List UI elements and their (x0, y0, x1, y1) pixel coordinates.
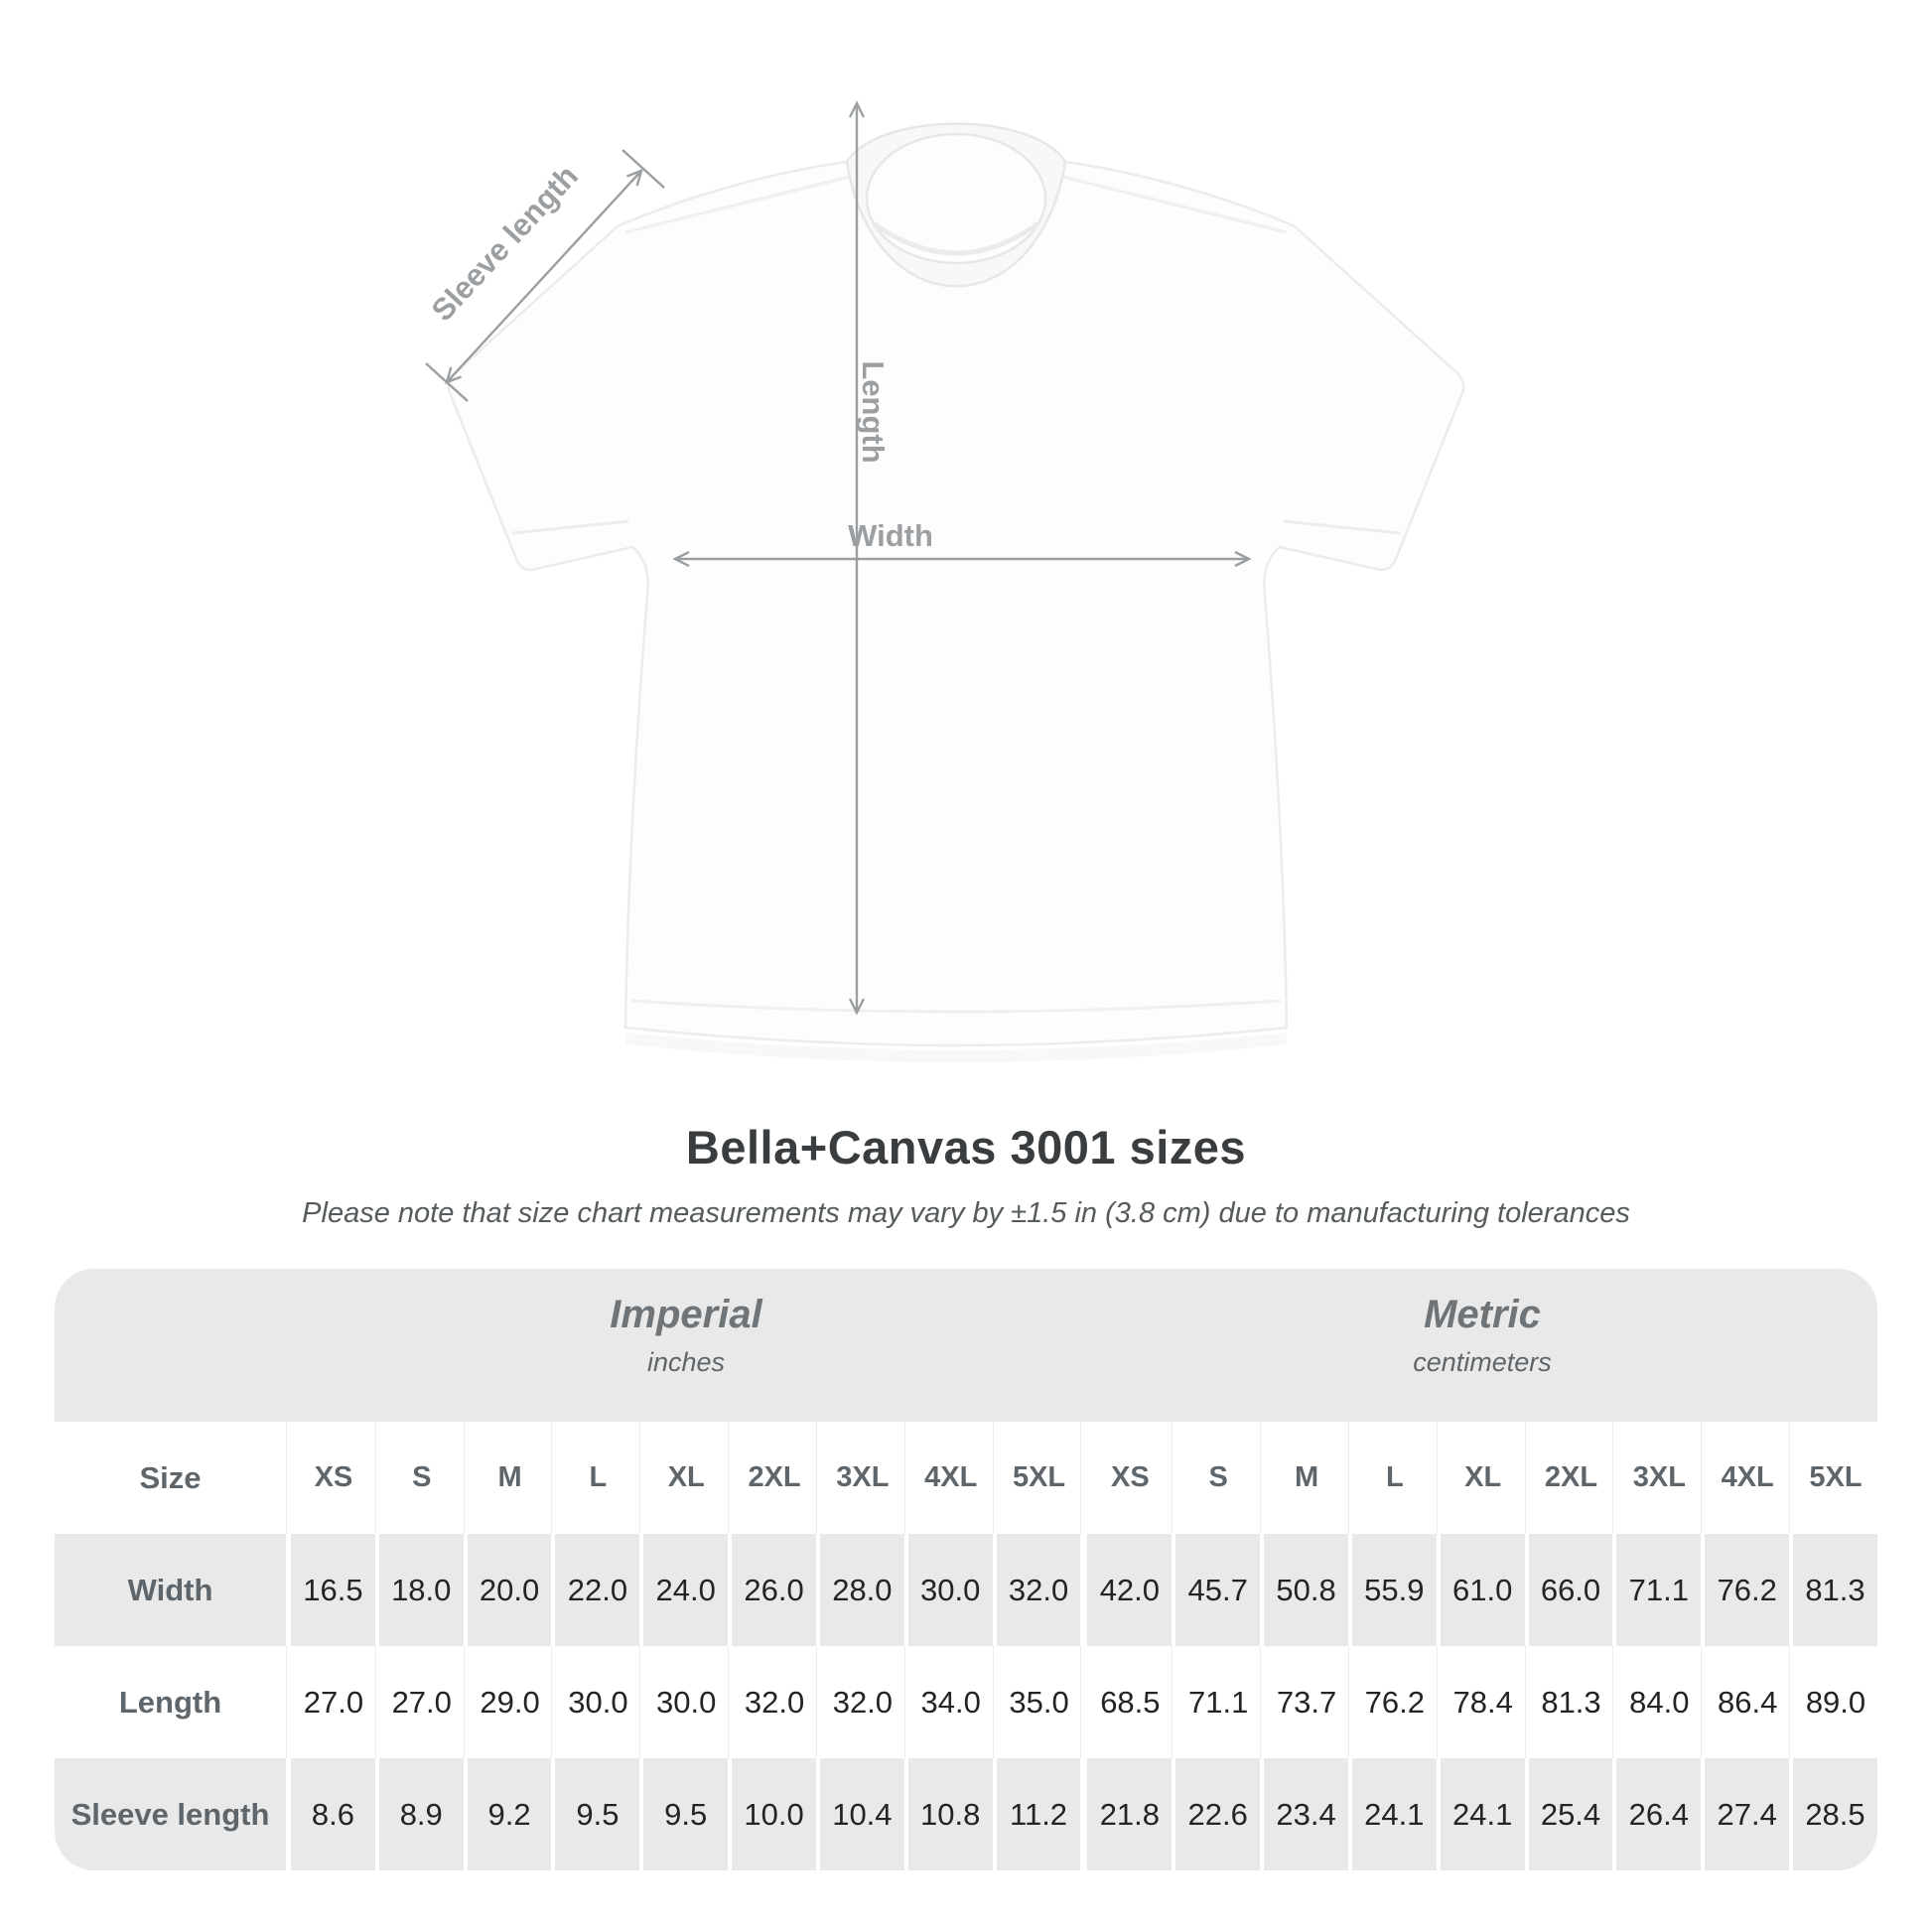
sleeve-length-row (55, 1758, 1877, 1870)
table-cell: 32.0 (997, 1534, 1081, 1646)
table-cell: 27.4 (1705, 1758, 1789, 1870)
table-cell: 10.8 (908, 1758, 993, 1870)
table-cell: 66.0 (1529, 1534, 1613, 1646)
table-cell: 78.4 (1442, 1646, 1526, 1758)
table-cell: 32.0 (821, 1646, 905, 1758)
table-cell: 34.0 (909, 1646, 994, 1758)
size-col-header: XS (292, 1422, 376, 1534)
size-col-header: M (1265, 1422, 1349, 1534)
table-cell: 42.0 (1087, 1534, 1172, 1646)
table-cell: 86.4 (1706, 1646, 1790, 1758)
table-cell: 84.0 (1617, 1646, 1702, 1758)
imperial-label: Imperial (610, 1293, 762, 1336)
table-cell: 21.8 (1087, 1758, 1172, 1870)
size-col-header: M (469, 1422, 553, 1534)
length-row (55, 1646, 1877, 1758)
table-cell: 25.4 (1529, 1758, 1613, 1870)
size-col-header: 3XL (821, 1422, 905, 1534)
table-cell: 20.0 (468, 1534, 552, 1646)
metric-label: Metric (1424, 1293, 1541, 1336)
table-cell: 29.0 (469, 1646, 553, 1758)
table-cell: 8.6 (291, 1758, 375, 1870)
table-cell: 9.5 (555, 1758, 639, 1870)
size-col-header: 4XL (1706, 1422, 1790, 1534)
units-header-band (55, 1269, 1877, 1422)
row-label: Length (55, 1646, 287, 1758)
size-col-header: S (380, 1422, 465, 1534)
table-cell: 28.0 (820, 1534, 904, 1646)
page-title: Bella+Canvas 3001 sizes (685, 1121, 1247, 1173)
size-header-row (55, 1422, 1877, 1534)
size-column-title: Size (55, 1422, 287, 1534)
table-cell: 30.0 (644, 1646, 729, 1758)
width-row (55, 1534, 1877, 1646)
table-cell: 10.4 (820, 1758, 904, 1870)
size-col-header: 5XL (1794, 1422, 1877, 1534)
table-cell: 9.5 (643, 1758, 728, 1870)
metric-section-header (1413, 1293, 1552, 1378)
size-col-header: 3XL (1617, 1422, 1702, 1534)
row-label: Width (55, 1534, 286, 1646)
table-cell: 10.0 (732, 1758, 816, 1870)
row-label: Sleeve length (55, 1758, 286, 1870)
size-col-header: L (1353, 1422, 1438, 1534)
table-cell: 89.0 (1794, 1646, 1877, 1758)
table-cell: 24.1 (1352, 1758, 1437, 1870)
table-cell: 30.0 (556, 1646, 640, 1758)
table-cell: 71.1 (1616, 1534, 1701, 1646)
table-cell: 24.1 (1441, 1758, 1525, 1870)
size-col-header: 4XL (909, 1422, 994, 1534)
table-cell: 35.0 (998, 1646, 1082, 1758)
length-label: Length (856, 360, 891, 464)
table-cell: 22.6 (1175, 1758, 1260, 1870)
table-cell: 27.0 (292, 1646, 376, 1758)
size-col-header: S (1176, 1422, 1261, 1534)
table-cell: 50.8 (1264, 1534, 1348, 1646)
table-cell: 61.0 (1441, 1534, 1525, 1646)
tolerance-note: Please note that size chart measurements may vary by ±1.5 in (3.8 cm) due to manufacturing tolerances (302, 1197, 1630, 1229)
imperial-unit-label: inches (646, 1347, 726, 1377)
table-cell: 81.3 (1793, 1534, 1877, 1646)
metric-unit-label: centimeters (1413, 1347, 1552, 1377)
table-cell: 32.0 (733, 1646, 817, 1758)
sleeve-arrow-end-tick (622, 150, 664, 188)
table-cell: 22.0 (555, 1534, 639, 1646)
sleeve-length-label: Sleeve length (424, 158, 585, 329)
size-col-header: 2XL (733, 1422, 817, 1534)
table-cell: 16.5 (291, 1534, 375, 1646)
table-cell: 81.3 (1530, 1646, 1614, 1758)
size-col-header: L (556, 1422, 640, 1534)
width-label: Width (848, 518, 933, 553)
table-cell: 24.0 (643, 1534, 728, 1646)
table-cell: 76.2 (1705, 1534, 1789, 1646)
size-col-header: XL (644, 1422, 729, 1534)
size-col-header: XL (1442, 1422, 1526, 1534)
table-cell: 26.0 (732, 1534, 816, 1646)
table-cell: 30.0 (908, 1534, 993, 1646)
table-cell: 23.4 (1264, 1758, 1348, 1870)
table-cell: 26.4 (1616, 1758, 1701, 1870)
table-cell: 18.0 (379, 1534, 464, 1646)
table-cell: 68.5 (1088, 1646, 1173, 1758)
table-cell: 28.5 (1793, 1758, 1877, 1870)
size-col-header: XS (1088, 1422, 1173, 1534)
table-cell: 8.9 (379, 1758, 464, 1870)
size-col-header: 5XL (998, 1422, 1082, 1534)
size-table (55, 1269, 1877, 1870)
table-cell: 27.0 (380, 1646, 465, 1758)
table-cell: 73.7 (1265, 1646, 1349, 1758)
imperial-section-header (610, 1293, 761, 1378)
table-cell: 71.1 (1176, 1646, 1261, 1758)
size-col-header: 2XL (1530, 1422, 1614, 1534)
table-cell: 45.7 (1175, 1534, 1260, 1646)
table-cell: 55.9 (1352, 1534, 1437, 1646)
table-cell: 11.2 (997, 1758, 1081, 1870)
table-cell: 9.2 (468, 1758, 552, 1870)
tshirt-outline (449, 124, 1464, 1062)
table-cell: 76.2 (1353, 1646, 1438, 1758)
